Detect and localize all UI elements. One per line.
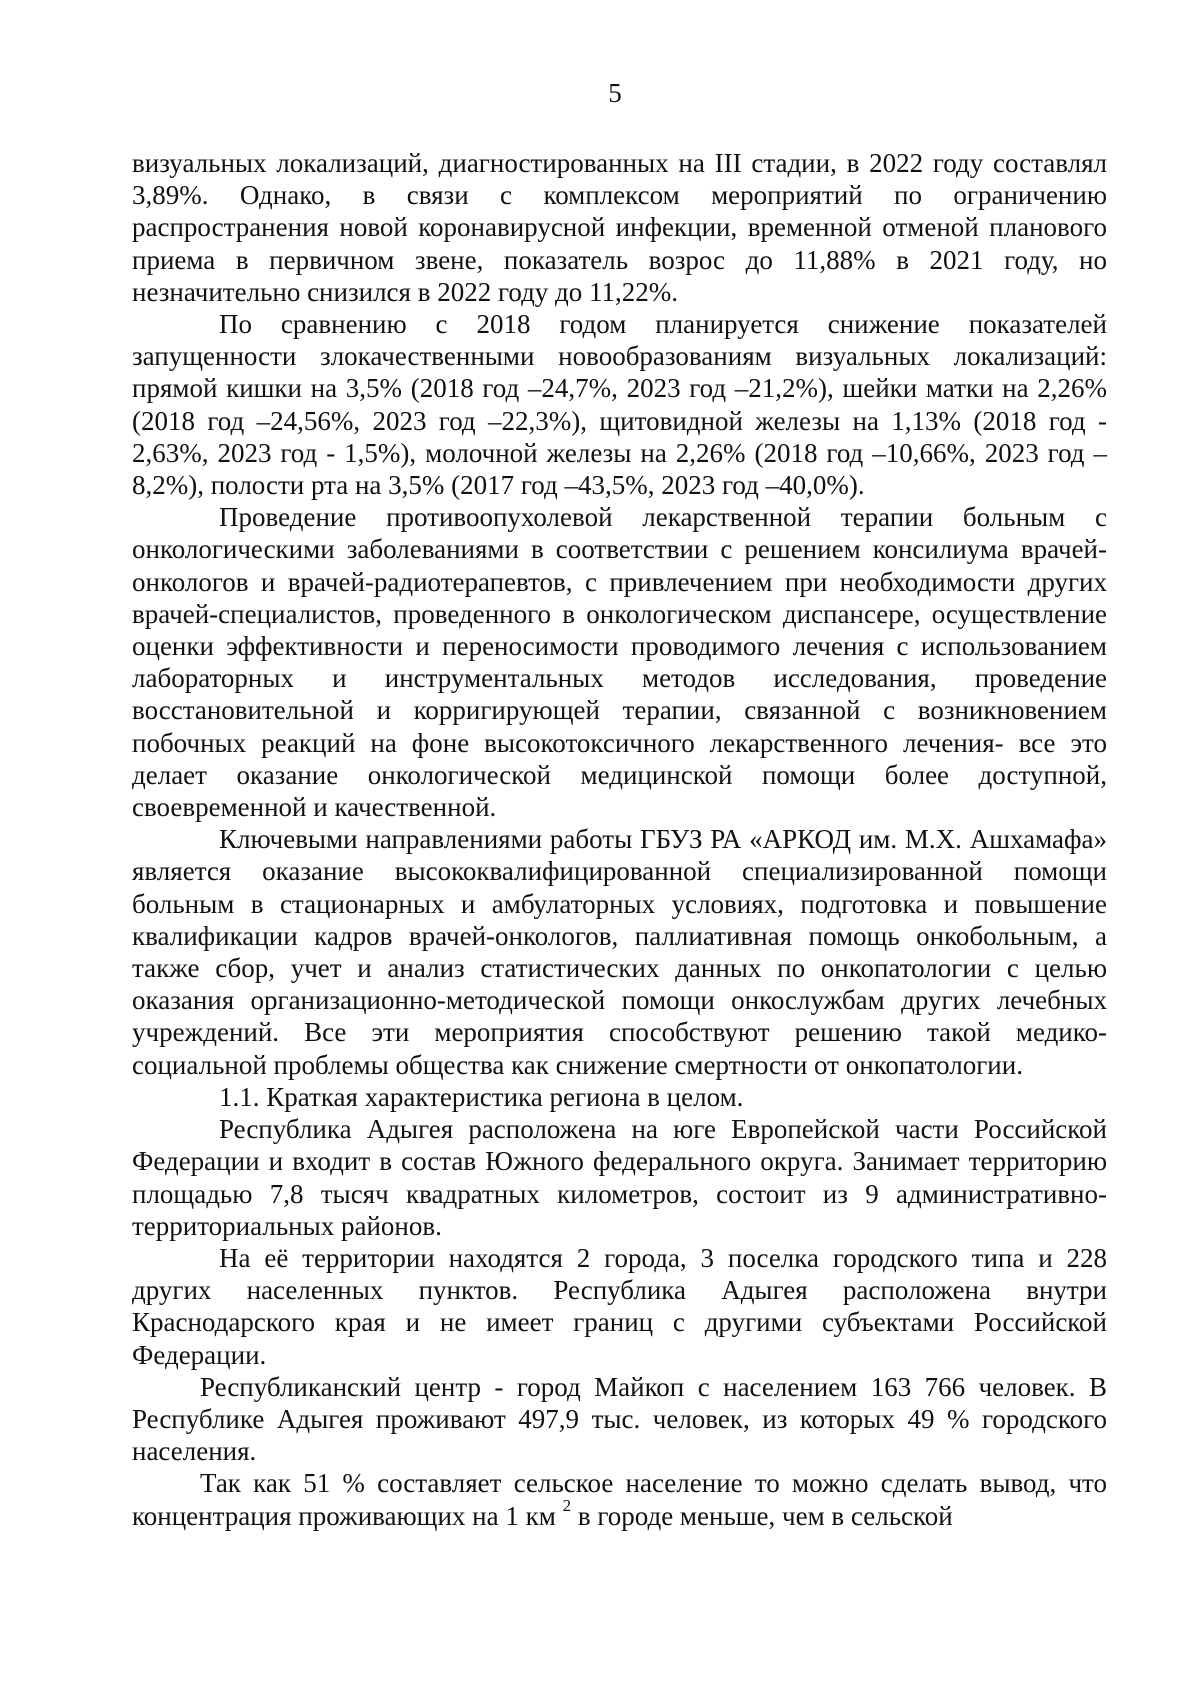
paragraph-2: По сравнению с 2018 годом планируется снижение показателей запущенности злокачественными новообразованиям визуальных локализаций: прямой кишки на 3,5% (2018 год –24,7%, 2023 год –21,2%), шейки матки на 2,26% (2018 год –24,56%, 2023 год –22,3%), щитовидной железы на 1,13% (2018 год - 2,63%, 2023 год - 1,5%), молочной железы на 2,26% (2018 год –10,66%, 2023 год –8,2%), полости рта на 3,5% (2017 год –43,5%, 2023 год –40,0%). xyxy=(132,309,1107,501)
paragraph-5: Республика Адыгея расположена на юге Европейской части Российской Федерации и входит в состав Южного федерального округа. Занимает территорию площадью 7,8 тысяч квадратных километров, состоит из 9 административно-территориальных районов. xyxy=(132,1114,1107,1241)
paragraph-8-text-after: в городе меньше, чем в сельской xyxy=(577,1500,953,1531)
paragraph-8 xyxy=(132,1467,1107,1531)
paragraph-4: Ключевыми направлениями работы ГБУЗ РА «АРКОД им. М.Х. Ашхамафа» является оказание высококвалифицированной специализированной помощи больным в стационарных и амбулаторных условиях, подготовка и повышение квалификации кадров врачей-онкологов, паллиативная помощь онкобольным, а также сбор, учет и анализ статистических данных по онкопатологии с целью оказания организационно-методической помощи онкослужбам других лечебных учреждений. Все эти мероприятия способствуют решению такой медико-социальной проблемы общества как снижение смертности от онкопатологии. xyxy=(132,824,1107,1080)
paragraph-6: На её территории находятся 2 города, 3 поселка городского типа и 228 других населенных пунктов. Республика Адыгея расположена внутри Краснодарского края и не имеет границ с другими субъектами Российской Федерации. xyxy=(132,1242,1107,1370)
superscript-two: 2 xyxy=(562,1495,572,1515)
paragraph-7: Республиканский центр - город Майкоп с населением 163 766 человек. В Республике Адыгея проживают 497,9 тыс. человек, из которых 49 % городского населения. xyxy=(132,1371,1107,1467)
page-number: 5 xyxy=(608,78,622,108)
paragraph-1: визуальных локализаций, диагностированных на III стадии, в 2022 году составлял 3,89%. Однако, в связи с комплексом мероприятий по ограничению распространения новой коронавирусной инфекции, временной отменой планового приема в первичном звене, показатель возрос до 11,88% в 2021 году, но незначительно снизился в 2022 году до 11,22%. xyxy=(132,148,1107,307)
paragraph-8-text-before: Так как 51 % составляет сельское население то можно сделать вывод, что концентрация проживающих на 1 км xyxy=(132,1468,1107,1531)
section-heading: 1.1. Краткая характеристика региона в целом. xyxy=(219,1081,744,1112)
paragraph-3: Проведение противоопухолевой лекарственной терапии больным с онкологическими заболеваниями в соответствии с решением консилиума врачей-онкологов и врачей-радиотерапевтов, с привлечением при необходимости других врачей-специалистов, проведенного в онкологическом диспансере, осуществление оценки эффективности и переносимости проводимого лечения с использованием лабораторных и инструментальных методов исследования, проведение восстановительной и корригирующей терапии, связанной с возникновением побочных реакций на фоне высокотоксичного лекарственного лечения- все это делает оказание онкологической медицинской помощи более доступной, своевременной и качественной. xyxy=(132,502,1107,823)
document-body xyxy=(132,147,1107,1532)
